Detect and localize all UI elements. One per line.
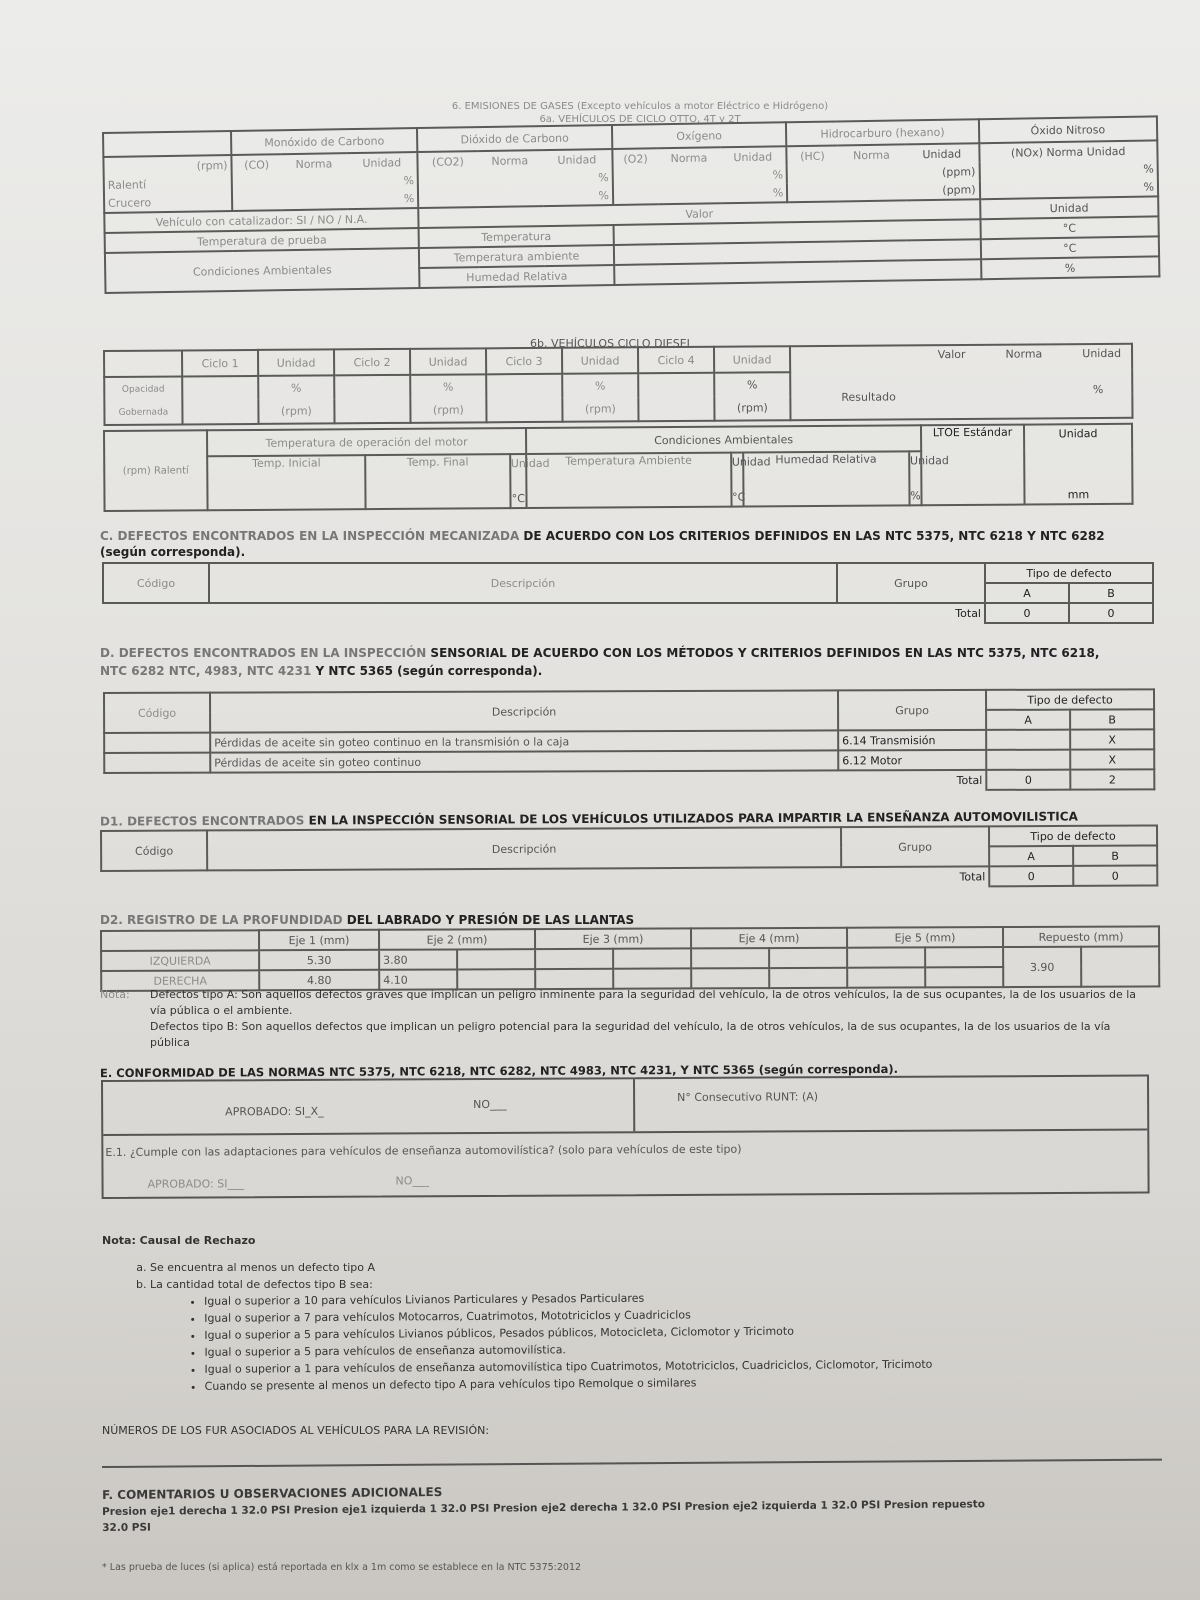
ralenti-o2-unit: % bbox=[612, 165, 787, 186]
result-valor-header: Valor bbox=[937, 347, 966, 362]
section-c-title-rest: DE ACUERDO CON LOS CRITERIOS DEFINIDOS EN LAS NTC 5375, NTC 6218 Y NTC 6282 bbox=[519, 529, 1105, 543]
c-total-label: Total bbox=[103, 603, 985, 623]
left-label: IZQUIERDA bbox=[101, 950, 259, 971]
approved-yes[interactable]: APROBADO: SI_X_ bbox=[225, 1104, 324, 1119]
runt-consecutive: N° Consecutivo RUNT: (A) bbox=[677, 1090, 819, 1104]
co-header: Monóxido de Carbono bbox=[231, 128, 418, 155]
crucero-o2-unit: % bbox=[613, 183, 788, 205]
d-row1-b: X bbox=[1070, 729, 1154, 749]
spare-value: 3.90 bbox=[1003, 947, 1081, 987]
nox-header: Óxido Nitroso bbox=[979, 116, 1158, 143]
amb-temp-unit: °C bbox=[980, 236, 1159, 259]
c-code-header: Código bbox=[103, 563, 209, 603]
section-d-title-line2-prefix: NTC 6282 NTC, 4983, NTC 4231 bbox=[100, 664, 312, 678]
governed-label: Gobernada bbox=[104, 400, 182, 425]
section-d-title-line2-rest: Y NTC 5365 (según corresponda). bbox=[311, 664, 543, 678]
eje4-header: Eje 4 (mm) bbox=[691, 928, 847, 949]
section-e-divider bbox=[103, 1129, 1147, 1136]
result-label: Resultado bbox=[841, 390, 896, 404]
d-group-header: Grupo bbox=[838, 690, 986, 731]
d-row2-group: 6.12 Motor bbox=[838, 750, 986, 771]
section-d1-title-rest: EN LA INSPECCIÓN SENSORIAL DE LOS VEHÍCULOS UTILIZADOS PARA IMPARTIR LA ENSEÑANZA AUTOMOVILISTICA bbox=[304, 809, 1078, 828]
e1-question: E.1. ¿Cumple con las adaptaciones para vehículos de enseñanza automovilística? (solo para vehículos de este tipo) bbox=[105, 1142, 742, 1159]
cycle1-pct: % bbox=[258, 375, 334, 400]
rejection-bullet: • Igual o superior a 10 para vehículos Livianos Particulares y Pesados Particulares bbox=[204, 1286, 1130, 1309]
section-d1-title-prefix: D1. DEFECTOS ENCONTRADOS bbox=[99, 813, 305, 829]
section-d-title bbox=[100, 646, 1099, 660]
section-e-box bbox=[101, 1075, 1150, 1199]
crucero-co2-unit: % bbox=[418, 186, 613, 208]
crucero-nox-unit: % bbox=[979, 177, 1158, 199]
temp-label: Temperatura bbox=[419, 225, 614, 248]
comments-line2: 32.0 PSI bbox=[102, 1521, 151, 1534]
engine-temp-label: Temperatura de operación del motor bbox=[207, 428, 526, 456]
c-desc-header: Descripción bbox=[209, 563, 837, 603]
rpm-label: (rpm) bbox=[103, 155, 231, 176]
ltoe-label: LTOE Estándar bbox=[921, 425, 1025, 506]
gases-title-line2: 6a. VEHÍCULOS DE CICLO OTTO, 4T y 2T bbox=[539, 114, 741, 125]
temp-test-label: Temperatura de prueba bbox=[105, 228, 420, 253]
rejection-bullet: • Igual o superior a 7 para vehículos Motocarros, Cuatrimotos, Mototriciclos y Cuadriciclos bbox=[204, 1303, 1130, 1326]
ralenti-label: Ralentí bbox=[104, 174, 232, 194]
comments-line1: Presion eje1 derecha 1 32.0 PSI Presion eje1 izquierda 1 32.0 PSI Presion eje2 derecha 1 32.0 PSI Presion eje2 izquierda 1 32.0 PSI Presion repuesto bbox=[102, 1498, 985, 1518]
hc-symbol: (HC) bbox=[787, 145, 838, 165]
ltoe-unit-label: Unidad bbox=[1058, 427, 1098, 441]
cycle2-unit-header: Unidad bbox=[410, 348, 486, 375]
o2-norma: Norma bbox=[658, 147, 721, 167]
c-type-a-header: A bbox=[985, 583, 1069, 603]
d1-group-header: Grupo bbox=[841, 826, 989, 867]
tire-depth-table bbox=[100, 925, 1160, 992]
cycle4-rpm: (rpm) bbox=[714, 396, 790, 421]
cycle4-pct: % bbox=[714, 372, 790, 397]
left-eje1: 5.30 bbox=[259, 950, 379, 971]
temp-final-label: Temp. Final bbox=[366, 454, 511, 509]
eje3-header: Eje 3 (mm) bbox=[535, 928, 691, 949]
d-total-a: 0 bbox=[986, 770, 1070, 790]
cycle1-unit-header: Unidad bbox=[258, 349, 334, 376]
d-type-b-header: B bbox=[1070, 709, 1154, 729]
env-label: Condiciones Ambientales bbox=[105, 248, 420, 293]
cycle3-rpm: (rpm) bbox=[562, 397, 638, 422]
co2-norma: Norma bbox=[477, 150, 543, 170]
c-total-a: 0 bbox=[985, 603, 1069, 623]
amb-unit: °C bbox=[732, 490, 746, 504]
result-cell bbox=[790, 344, 1133, 420]
hc-norma: Norma bbox=[837, 144, 906, 164]
amb-temp-label: Temperatura ambiente bbox=[419, 245, 614, 268]
co2-header: Dióxido de Carbono bbox=[417, 125, 612, 152]
section-f-comments bbox=[102, 1495, 1162, 1536]
d-total-label: Total bbox=[104, 770, 986, 793]
ralenti-nox-unit: % bbox=[979, 159, 1158, 180]
c-total-b: 0 bbox=[1069, 603, 1153, 623]
section-f-title: F. COMENTARIOS U OBSERVACIONES ADICIONALES bbox=[102, 1485, 443, 1502]
o2-header: Oxígeno bbox=[612, 122, 787, 149]
d1-type-a-header: A bbox=[989, 846, 1073, 866]
d-row2-code bbox=[104, 753, 210, 773]
d-row1-group: 6.14 Transmisión bbox=[838, 730, 986, 751]
catalyst-label: Vehículo con catalizador: SI / NO / N.A. bbox=[104, 208, 419, 233]
nox-subheader: (NOx) Norma Unidad bbox=[979, 140, 1158, 162]
d-total-b: 2 bbox=[1070, 769, 1154, 789]
section-d2-title-rest: DEL LABRADO Y PRESIÓN DE LAS LLANTAS bbox=[342, 913, 635, 927]
section-d-table bbox=[103, 688, 1155, 794]
section-c-title-line2: (según corresponda). bbox=[100, 545, 246, 559]
fur-label: NÚMEROS DE LOS FUR ASOCIADOS AL VEHÍCULOS PARA LA REVISIÓN: bbox=[102, 1424, 490, 1437]
rejection-bullet: • Igual o superior a 5 para vehículos de enseñanza automovilística. bbox=[204, 1337, 1130, 1360]
ltoe-unit-cell bbox=[1024, 424, 1133, 505]
hc-unit: Unidad bbox=[905, 143, 979, 163]
fur-line[interactable] bbox=[102, 1459, 1162, 1468]
cycle4-header: Ciclo 4 bbox=[638, 347, 714, 374]
type-a-note: Defectos tipo A: Son aquellos defectos graves que implican un peligro inminente para la seguridad del vehículo, la de otros vehículos, la de sus ocupantes, la de los usuarios de la vía pública o el ambiente. bbox=[150, 988, 1137, 1017]
o2-symbol: (O2) bbox=[612, 148, 658, 168]
cycle4-unit-header: Unidad bbox=[714, 346, 790, 373]
d-row2-desc: Pérdidas de aceite sin goteo continuo bbox=[210, 750, 838, 772]
e1-approved-no[interactable]: NO___ bbox=[395, 1174, 429, 1188]
eje1-header: Eje 1 (mm) bbox=[259, 930, 379, 951]
o2-unit: Unidad bbox=[720, 146, 787, 166]
d1-code-header: Código bbox=[101, 830, 207, 871]
d-row2-b: X bbox=[1070, 749, 1154, 769]
co-norma: Norma bbox=[281, 153, 347, 173]
type-b-note: Defectos tipo B: Son aquellos defectos que implican un peligro potencial para la seguridad del vehículo, la de otros vehículos, la de sus ocupantes, la de los usuarios de la vía pública bbox=[150, 1020, 1111, 1049]
humidity-unit: % bbox=[981, 256, 1160, 279]
co2-symbol: (CO2) bbox=[418, 151, 478, 171]
section-c-title-prefix: C. DEFECTOS ENCONTRADOS EN LA INSPECCIÓN MECANIZADA bbox=[100, 529, 520, 543]
right-eje2: 4.10 bbox=[379, 969, 457, 989]
unidad-label: Unidad bbox=[980, 196, 1159, 219]
diesel-env-label: Condiciones Ambientales bbox=[526, 425, 921, 454]
result-unidad-header: Unidad bbox=[1082, 346, 1122, 361]
hc-header: Hidrocarburo (hexano) bbox=[786, 119, 979, 146]
crucero-hc-unit: (ppm) bbox=[787, 180, 980, 202]
c-group-header: Grupo bbox=[837, 563, 985, 603]
section-d2-title bbox=[100, 913, 634, 927]
defect-notes bbox=[100, 987, 1150, 1051]
cycle2-rpm: (rpm) bbox=[410, 398, 486, 423]
section-c-table bbox=[102, 562, 1154, 624]
cycle2-header: Ciclo 2 bbox=[334, 349, 410, 376]
section-d-title-line2 bbox=[100, 664, 542, 678]
section-e-vdivider bbox=[633, 1079, 635, 1131]
section-d2-title-prefix: D2. REGISTRO DE LA PROFUNDIDAD bbox=[100, 913, 343, 927]
d1-total-a: 0 bbox=[989, 866, 1073, 886]
c-type-header: Tipo de defecto bbox=[985, 563, 1153, 583]
left-eje2: 3.80 bbox=[379, 949, 457, 969]
d-type-header: Tipo de defecto bbox=[986, 689, 1154, 710]
defect-notes-label: Nota: bbox=[100, 988, 130, 1001]
rejection-bullets bbox=[180, 1286, 1131, 1395]
diesel-title: 6b. VEHÍCULOS CICLO DIESEL bbox=[530, 337, 693, 350]
engine-temp-unidad: Unidad bbox=[510, 456, 550, 471]
opacity-label: Opacidad bbox=[104, 376, 182, 401]
section-d1-table bbox=[100, 824, 1158, 892]
result-unit: % bbox=[1092, 383, 1104, 397]
rejection-item: a. Se encuentra al menos un defecto tipo A bbox=[150, 1259, 1130, 1276]
temp-unit: °C bbox=[980, 216, 1159, 239]
humidity-unit-diesel: % bbox=[910, 489, 921, 503]
d1-total-label: Total bbox=[101, 866, 989, 891]
ralenti-co2-unit: % bbox=[418, 168, 613, 189]
co-unit: Unidad bbox=[347, 152, 418, 172]
approved-no[interactable]: NO___ bbox=[473, 1097, 507, 1112]
diesel-conditions-table bbox=[103, 423, 1134, 512]
eje2-header: Eje 2 (mm) bbox=[379, 929, 535, 950]
cycle1-rpm: (rpm) bbox=[258, 399, 334, 424]
crucero-co-unit: % bbox=[232, 189, 419, 211]
lights-footnote: * Las prueba de luces (si aplica) está reportada en klx a 1m como se establece en la NTC 5375:2012 bbox=[102, 1562, 582, 1573]
d1-type-b-header: B bbox=[1073, 845, 1157, 865]
humidity-label-diesel: Humedad Relativa bbox=[743, 451, 909, 506]
d-desc-header: Descripción bbox=[210, 690, 838, 732]
section-d-title-rest: SENSORIAL DE ACUERDO CON LOS MÉTODOS Y CRITERIOS DEFINIDOS EN LAS NTC 5375, NTC 6218, bbox=[426, 646, 1100, 660]
gases-title-line1: 6. EMISIONES DE GASES (Excepto vehículos a motor Eléctrico e Hidrógeno) bbox=[451, 101, 829, 112]
section-c-title bbox=[100, 529, 1105, 543]
rejection-item: b. La cantidad total de defectos tipo B sea: bbox=[150, 1276, 1130, 1293]
amb-unidad: Unidad bbox=[731, 455, 771, 469]
otto-emissions-table bbox=[102, 115, 1160, 294]
engine-temp-unit-cell bbox=[510, 454, 550, 508]
humidity-label: Humedad Relativa bbox=[419, 265, 614, 288]
d-row1-a bbox=[986, 730, 1070, 750]
cycle3-header: Ciclo 3 bbox=[486, 348, 562, 375]
rejection-bullet: • Igual o superior a 1 para vehículos de enseñanza automovilística tipo Cuatrimotos, Mototriciclos, Cuadriciclos, Ciclomotor, Tricimoto bbox=[204, 1354, 1130, 1377]
ralenti-co-unit: % bbox=[232, 171, 418, 192]
d-row1-code bbox=[104, 733, 210, 753]
co-symbol: (CO) bbox=[231, 154, 281, 174]
crucero-label: Crucero bbox=[104, 192, 232, 213]
c-type-b-header: B bbox=[1069, 583, 1153, 603]
d-row2-a bbox=[986, 750, 1070, 770]
valor-label: Valor bbox=[418, 199, 980, 228]
humidity-unit-cell bbox=[909, 451, 949, 505]
temp-initial-label: Temp. Inicial bbox=[207, 455, 366, 510]
d-row1-desc: Pérdidas de aceite sin goteo continuo en la transmisión o la caja bbox=[210, 730, 838, 752]
amb-unit-cell bbox=[731, 453, 771, 507]
section-d-title-prefix: D. DEFECTOS ENCONTRADOS EN LA INSPECCIÓN bbox=[100, 646, 427, 660]
cycle1-header: Ciclo 1 bbox=[182, 350, 258, 377]
d-type-a-header: A bbox=[986, 710, 1070, 730]
e1-approved-yes[interactable]: APROBADO: SI___ bbox=[147, 1177, 244, 1191]
rejection-bullet: • Igual o superior a 5 para vehículos Livianos públicos, Pesados públicos, Motocicleta, Ciclomotor y Tricimoto bbox=[204, 1320, 1130, 1343]
d1-type-header: Tipo de defecto bbox=[989, 825, 1157, 846]
spare-header: Repuesto (mm) bbox=[1003, 926, 1159, 947]
ralenti-hc-unit: (ppm) bbox=[787, 162, 980, 183]
cycle3-unit-header: Unidad bbox=[562, 347, 638, 374]
section-e-title: E. CONFORMIDAD DE LAS NORMAS NTC 5375, NTC 6218, NTC 6282, NTC 4983, NTC 4231, Y NTC 5365 (según corresponda). bbox=[99, 1061, 898, 1081]
d-code-header: Código bbox=[104, 693, 210, 733]
rejection-list bbox=[130, 1259, 1130, 1395]
amb-temp-label-diesel: Temperatura Ambiente bbox=[526, 453, 731, 508]
engine-temp-unit: °C bbox=[511, 492, 525, 506]
right-eje1: 4.80 bbox=[259, 970, 379, 991]
rpm-ralenti-label: (rpm) Ralentí bbox=[104, 430, 208, 511]
rejection-title: Nota: Causal de Rechazo bbox=[102, 1234, 256, 1247]
d1-total-b: 0 bbox=[1073, 865, 1157, 885]
result-norma-header: Norma bbox=[1005, 347, 1043, 361]
eje5-header: Eje 5 (mm) bbox=[847, 927, 1003, 948]
cycle2-pct: % bbox=[410, 374, 486, 399]
rejection-bullet: • Cuando se presente al menos un defecto tipo A para vehículos tipo Remolque o similares bbox=[205, 1371, 1131, 1394]
ltoe-unit: mm bbox=[1067, 488, 1090, 502]
right-label: DERECHA bbox=[101, 970, 259, 991]
cycle3-pct: % bbox=[562, 373, 638, 398]
d1-desc-header: Descripción bbox=[207, 827, 841, 870]
diesel-table bbox=[103, 343, 1134, 426]
humidity-unidad: Unidad bbox=[909, 454, 949, 468]
co2-unit: Unidad bbox=[542, 149, 612, 169]
